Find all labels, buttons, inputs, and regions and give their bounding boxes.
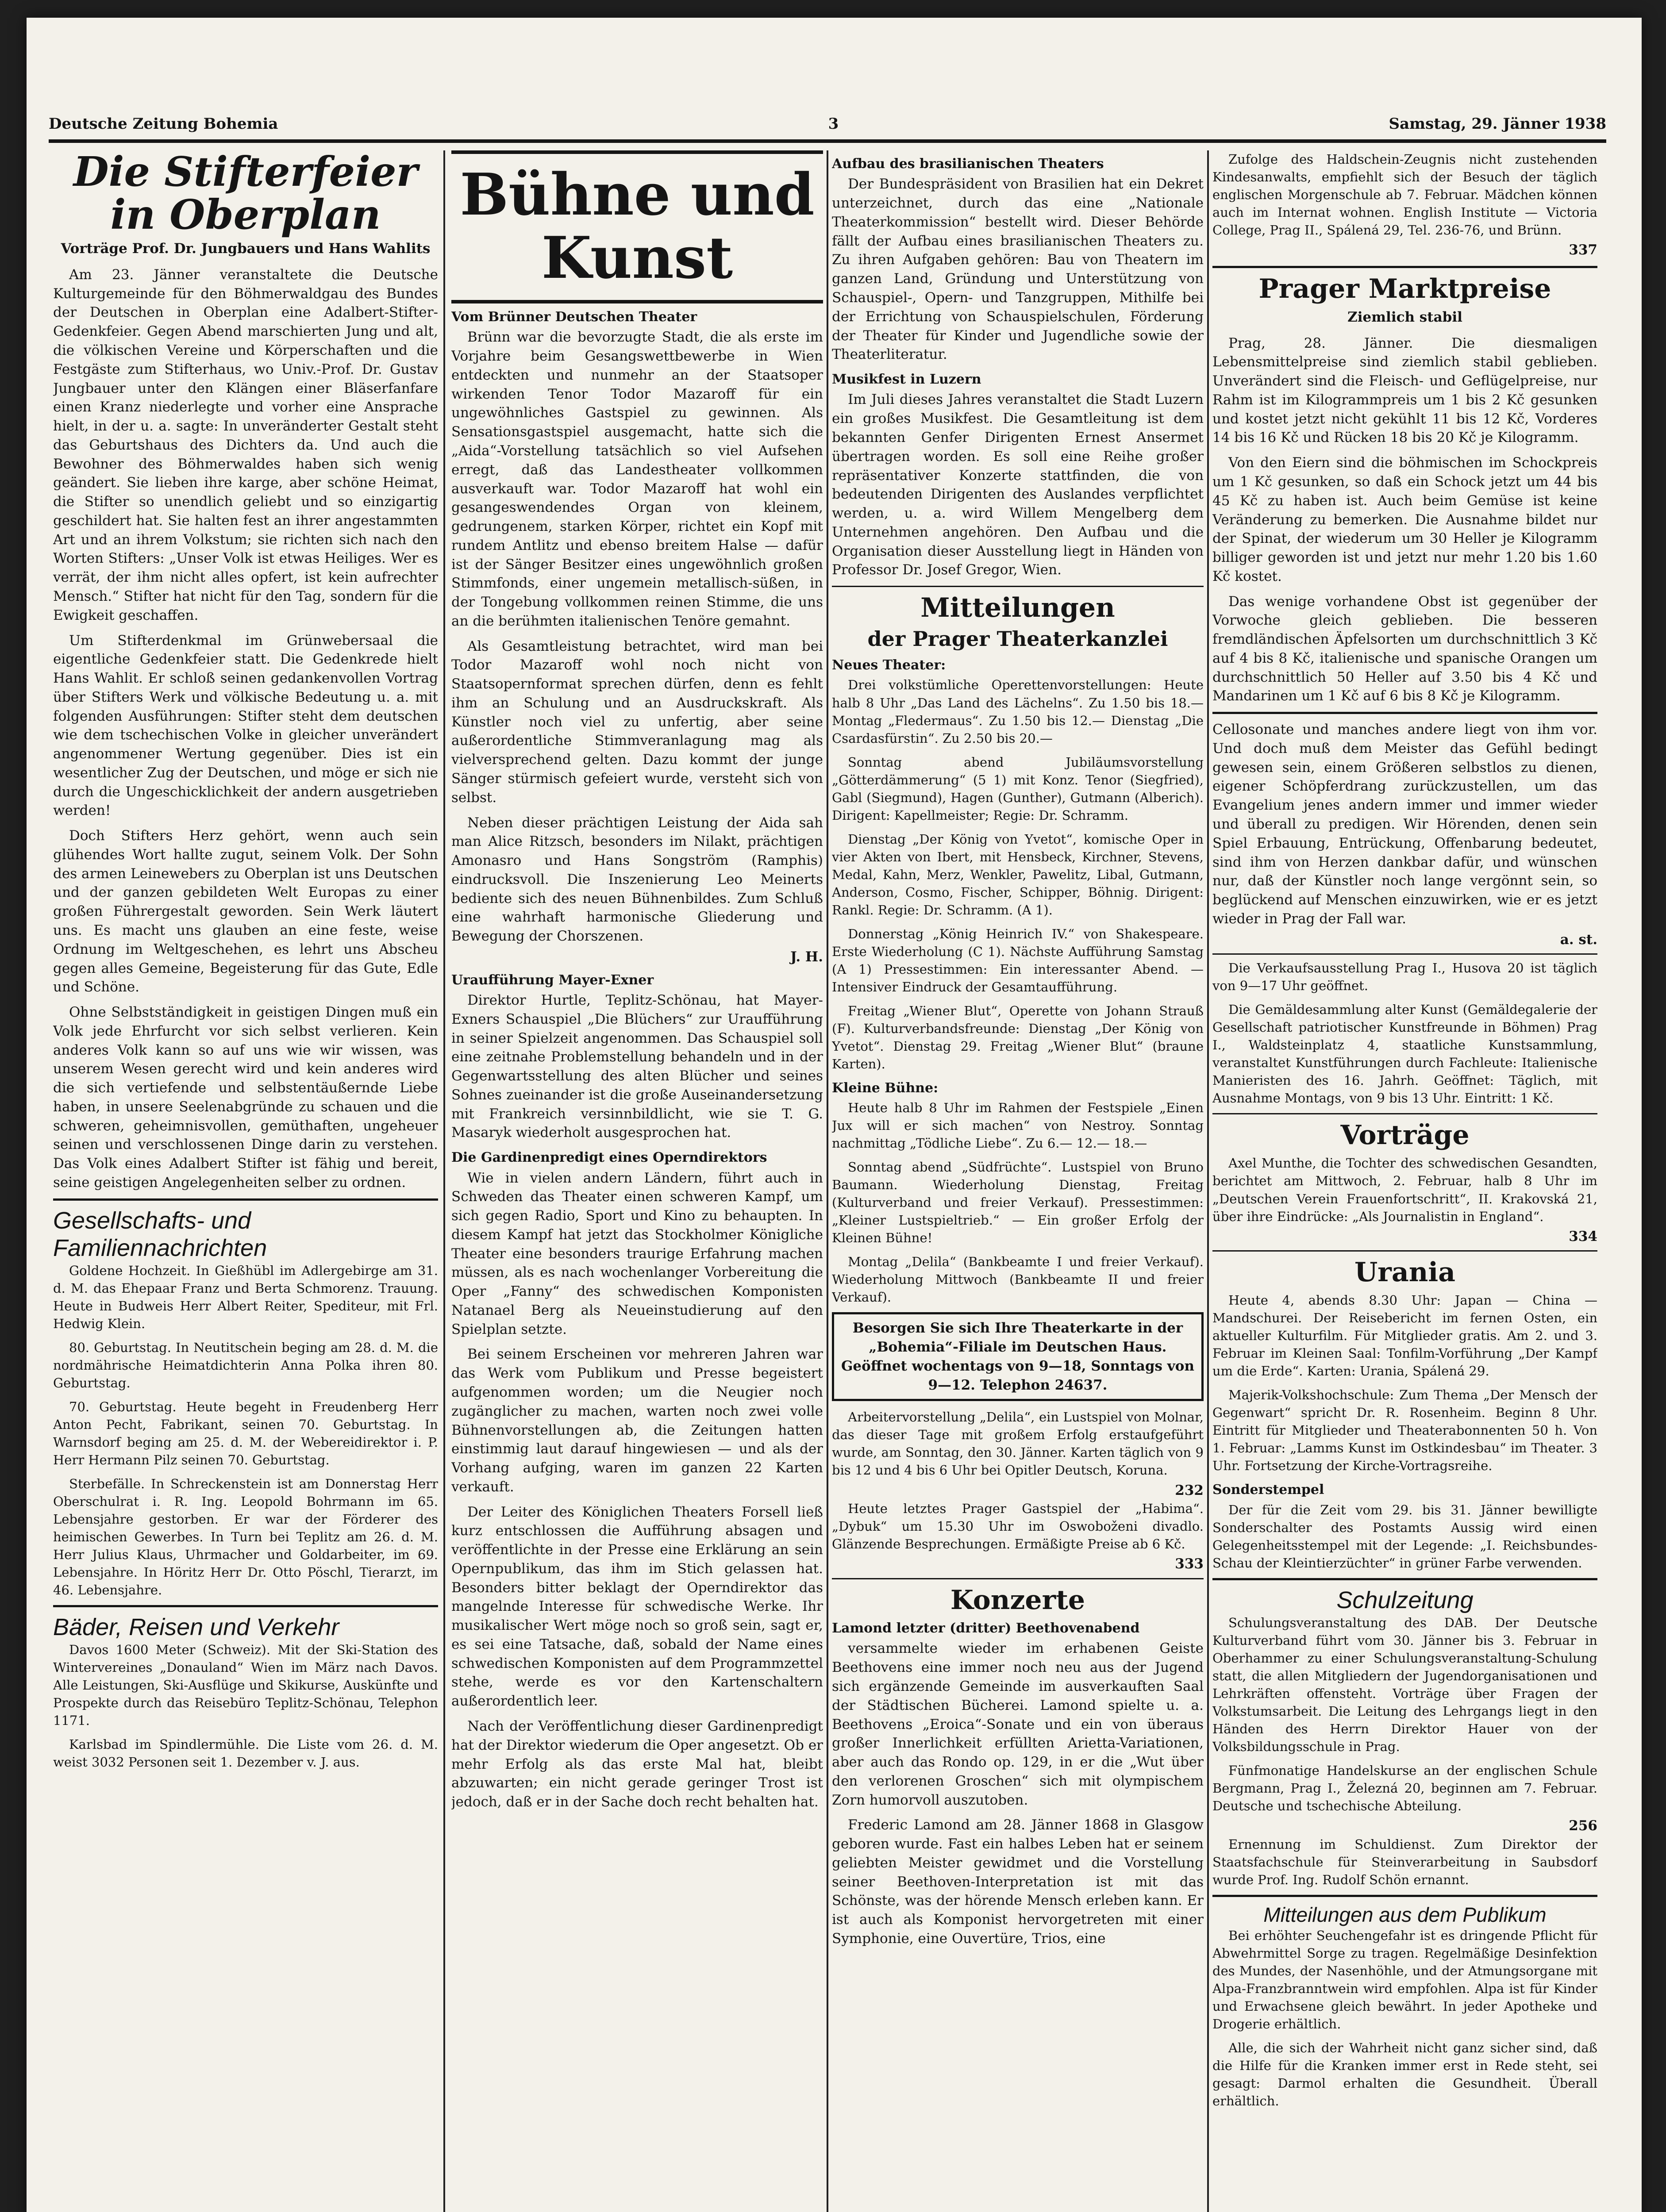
divider <box>1212 953 1597 955</box>
divider <box>1212 1250 1597 1252</box>
article-paragraph: Doch Stifters Herz gehört, wenn auch sein glühendes Wort hallte zugut, seinem Volk. Der Sohn des armen Leinewebers zu Oberplan ist uns Deutschen und der ganzen gebildeten Welt Europas zu einer großen Führergestalt geworden. Sein Werk läutert uns. Es macht uns glauben an eine feste, weise Ordnung im Weltgeschehen, es lehrt uns Abscheu gegen alles Gemeine, Begeisterung für das Gute, Edle und Schöne. <box>53 828 438 995</box>
notice-paragraph: Die Verkaufsausstellung Prag I., Husova 20 ist täglich von 9—17 Uhr geöffnet. <box>1212 960 1597 994</box>
notice-paragraph: Sonntag abend „Südfrüchte“. Lustspiel von Bruno Baumann. Wiederholung Dienstag, Freitag (Kulturverband und freier Verkauf). Pressestimmen: „Kleiner Lustspieltrieb.“ — Ein großer Erfolg der Kleinen Bühne! <box>832 1160 1204 1246</box>
article-paragraph: versammelte wieder im erhabenen Geiste Beethovens eine immer noch neu aus der Jugend sich ergänzende Gemeinde im ausverkauften Saal der Städtischen Bücherei. Lamond spielte u. a. Beethovens „Eroica“-Sonate und ein von überaus großer Innerlichkeit erfüllten Arietta-Variationen, aber auch das Rondo op. 129, in er die „Wut über den verlorenen Groschen“ sich mit olympischem Zorn humorvoll auszutoben. <box>832 1640 1204 1808</box>
section-title: Bäder, Reisen und Verkehr <box>53 1614 339 1641</box>
section-title: Konzerte <box>950 1585 1085 1616</box>
article-subhead: Aufbau des brasilianischen Theaters <box>832 156 1104 172</box>
article-paragraph: Nach der Veröffentlichung dieser Gardinenpredigt hat der Direktor wiederum die Oper angesetzt. Ob er mehr Erfolg als das erste Mal hat, bleibt abzuwarten; ein nicht gerade geringer Trost ist jedoch, daß er in der Sache doch recht behalten hat. <box>451 1718 823 1810</box>
notice-paragraph: Heute letztes Prager Gastspiel der „Habima“. „Dybuk“ um 15.30 Uhr im Oswoboženi divadlo. Glänzende Besprechungen. Ermäßigte Preise ab 6 Kč. <box>832 1501 1204 1552</box>
divider <box>1212 1113 1597 1114</box>
column-rule <box>827 150 828 2212</box>
column-rule <box>443 150 445 2212</box>
column-rule <box>1207 150 1209 2212</box>
article-subhead: Uraufführung Mayer-Exner <box>451 972 654 988</box>
page-number: 3 <box>828 115 839 133</box>
section-title: Prager Marktpreise <box>1258 273 1551 304</box>
notice-paragraph: 80. Geburtstag. In Neutitschein beging am 28. d. M. die nordmährische Heimatdichterin Anna Polka ihren 80. Geburtstag. <box>53 1340 438 1390</box>
notice-paragraph: Zufolge des Haldschein-Zeugnis nicht zustehenden Kindesanwalts, empfiehlt sich der Besuch der täglich englischen Morgenschule ab 7. Februar. Mädchen können auch im Internat wohnen. English Institute — Victoria College, Prag II., Spálená 29, Tel. 236-76, und Brünn. <box>1212 152 1597 238</box>
newspaper-page <box>27 18 1642 2212</box>
reference-number: 256 <box>1569 1818 1597 1834</box>
notice-paragraph: Sonntag abend Jubiläumsvorstellung „Götterdämmerung“ (5 1) mit Konz. Tenor (Siegfried), Gabl (Siegmund), Hagen (Gunther), Gutmann (Alberich). Dirigent: Kapellmeister; Regie: Dr. Schramm. <box>832 754 1204 823</box>
divider <box>1212 1895 1597 1897</box>
section-title <box>832 593 1204 652</box>
notice-paragraph: Die Gemäldesammlung alter Kunst (Gemäldegalerie der Gesellschaft patriotischer Kunstfreunde in Böhmen) Prag I., Waldsteinplatz 4, staatliche Kunstsammlung, veranstaltet Kunstführungen durch Fachleute: Italienische Manieristen des 16. Jahrh. Geöffnet: Täglich, mit Ausnahme Montags, von 9 bis 13 Uhr. Eintritt: 1 Kč. <box>1212 1002 1597 1106</box>
notice-paragraph: Davos 1600 Meter (Schweiz). Mit der Ski-Station des Wintervereines „Donauland“ Wien im März nach Davos. Alle Leistungen, Ski-Ausflüge und Skikurse, Auskünfte und Prospekte durch das Reisebüro Teplitz-Schönau, Telephon 1171. <box>53 1642 438 1728</box>
article-subhead: Neues Theater: <box>832 657 946 673</box>
section-title: Gesellschafts- und Familiennachrichten <box>53 1207 267 1261</box>
notice-paragraph: Drei volkstümliche Operettenvorstellungen: Heute halb 8 Uhr „Das Land des Lächelns“. Zu 1.50 bis 18.— Montag „Fledermaus“. Zu 1.50 bis 12.— Dienstag „Die Csardasfürstin“. Zu 2.50 bis 20.— <box>832 677 1204 746</box>
section-banner: Bühne und Kunst <box>451 150 823 303</box>
article-byline: Ziemlich stabil <box>1347 309 1462 325</box>
notice-paragraph: Dienstag „Der König von Yvetot“, komische Oper in vier Akten von Ibert, mit Hensbeck, Kirchner, Stevens, Medal, Kahn, Merz, Wenkler, Pawelitz, Libal, Gutmann, Anderson, Cosmo, Fischer, Schipper, Böhnig. Dirigent: Rankl. Regie: Dr. Schramm. (A 1). <box>832 831 1204 918</box>
notice-paragraph: Fünfmonatige Handelskurse an der englischen Schule Bergmann, Prag I., Železná 20, beginnen am 7. Februar. Deutsche und tschechische Abteilung. <box>1212 1763 1597 1814</box>
article-paragraph: Um Stifterdenkmal im Grünwebersaal die eigentliche Gedenkfeier statt. Die Gedenkrede hielt Hans Wahlit. Er schloß seinen gedankenvollen Vortrag über Stifters Werk und völkische Bedeutung u. a. mit folgenden Ausführungen: Stifter steht dem deutschen wie dem tschechischen Volke in gleicher unverändert angenommener Wertung gegenüber. Dies ist ein wesentlicher Zug der Deutschen, und möge er sich nie durch die Ungeschicklichkeit der andern ausgetrieben werden! <box>53 632 438 819</box>
notice-paragraph: Majerik-Volkshochschule: Zum Thema „Der Mensch der Gegenwart“ spricht Dr. R. Rosenheim. Beginn 8 Uhr. Eintritt für Mitglieder und Theaterabonnenten 50 h. Von 1. Februar: „Lamms Kunst im Ostkindesbau“ im Theater. 3 Uhr. Fortsetzung der Kirche-Vortragsreihe. <box>1212 1387 1597 1474</box>
section-title: Urania <box>1354 1257 1456 1288</box>
article-paragraph: Bei seinem Erscheinen vor mehreren Jahren war das Werk vom Publikum und Presse begeistert aufgenommen worden; um die Neugier noch zugänglicher zu machen, warten noch zwei volle Bühnenvorstellungen ab, die Zeitungen hatten einstimmig laut darauf hingewiesen — und als der Vorhang aufging, waren im ganzen 22 Karten verkauft. <box>451 1346 823 1495</box>
ticket-box: Besorgen Sie sich Ihre Theaterkarte in der „Bohemia“-Filiale im Deutschen Haus. Geöffnet wochentags von 9—18, Sonntags von 9—12. Telephon 24637. <box>832 1312 1204 1401</box>
article-paragraph: Frederic Lamond am 28. Jänner 1868 in Glasgow geboren wurde. Fast ein halbes Leben hat er seinem geliebten Meister gewidmet und die Vorstellung seiner Beethoven-Interpretation ist mit das Schönste, was der hörende Mensch erleben kann. Er ist auch als Komponist hervorgetreten mit einer Symphonie, eine Ouvertüre, Trios, eine <box>832 1817 1204 1947</box>
notice-paragraph: Heute halb 8 Uhr im Rahmen der Festspiele „Einen Jux will er sich machen“ von Nestroy. Sonntag nachmittag „Tödliche Liebe“. Zu 6.— 12.— 18.— <box>832 1100 1204 1151</box>
page-header <box>49 108 1606 143</box>
divider <box>53 1198 438 1201</box>
notice-paragraph: 70. Geburtstag. Heute begeht in Freudenberg Herr Anton Pecht, Fabrikant, seinen 70. Geburtstag. In Warnsdorf beging am 25. d. M. der Webereidirektor i. P. Herr Hermann Pilz seinen 70. Geburtstag. <box>53 1399 438 1468</box>
divider <box>53 1605 438 1607</box>
article-byline: Vorträge Prof. Dr. Jungbauers und Hans Wahlits <box>61 241 431 257</box>
article-paragraph: Als Gesamtleistung betrachtet, wird man bei Todor Mazaroff wohl noch nicht von Staatsopernformat sprechen dürfen, denn es fehlt ihm an Schulung und an Ausdruckskraft. Als Künstler noch viel zu unfertig, aber seine außerordentliche Stimmveranlagung mag als vielversprechend gelten. Dazu kommt der junge Sänger stürmisch gefeiert wurde, versteht sich von selbst. <box>451 638 823 806</box>
article-paragraph: Brünn war die bevorzugte Stadt, die als erste im Vorjahre beim Gesangswettbewerbe in Wien entdeckten und nunmehr an der Staatsoper wirkenden Tenor Todor Mazaroff für ein ungewöhnliches Gastspiel zu gewinnen. Als Sensationsgastspiel ausgemacht, hatte sich die „Aida“-Vorstellung tatsächlich so viel Aufsehen erregt, daß das Landestheater vollkommen ausverkauft war. Todor Mazaroff hat wohl ein gesangeswendendes Organ von kleinem, gedrungenem, starken Körper, richtet ein Kopf mit rundem Antlitz und ebenso breitem Halse — dafür ist der Sänger Besitzer eines ungewöhnlich großen Stimmfonds, einer ungemein metallisch-süßen, in der Tongebung vollkommen reinen Stimme, die uns an die berühmten italienischen Tenöre gemahnt. <box>451 329 823 629</box>
section-title: Mitteilungen aus dem Publikum <box>1263 1903 1547 1926</box>
article-paragraph: Am 23. Jänner veranstaltete die Deutsche Kulturgemeinde für den Böhmerwaldgau des Bundes der Deutschen in Oberplan eine Adalbert-Stifter-Gedenkfeier. Gegen Abend marschierten Jung und alt, die völkischen Vereine und Körperschaften und die Festgäste zum Stifterhaus, wo Univ.-Prof. Dr. Gustav Jungbauer unter den Klängen einer Bläserfanfare einen Kranz niederlegte und vorher eine Ansprache hielt, in der u. a. sagte: In unveränderter Gestalt steht das Geburtshaus des Dichters da. Und auch die Bewohner des Böhmerwaldes haben sich wenig geändert. Sie lieben ihre karge, aber schöne Heimat, die Stifter so unendlich geliebt und so einzigartig geschildert hat. Sie halten fest an ihrer angestammten Art und an ihrem Volkstum; sie richten sich nach den Worten Stifters: „Unser Volk ist etwas Heiliges. Wer es verrät, der ihm nicht alles opfert, ist kein aufrechter Mensch.“ Stifter hat nicht für den Tag, sondern für die Ewigkeit geschaffen. <box>53 266 438 623</box>
article-paragraph: Der Leiter des Königlichen Theaters Forsell ließ kurz entschlossen die Aufführung absagen und veröffentlichte in der Presse eine Erklärung an sein Opernpublikum, das ihm im Stich gelassen hat. Besonders bitter beklagt der Operndirektor das mangelnde Interesse für schwedische Werke. Ihr musikalischer Wert möge noch so groß sein, sagt er, es sei eine Tatsache, daß, sobald der Name eines schwedischen Komponisten auf dem Programmzettel stehe, werde es vor den Kartenschaltern außerordentlich leer. <box>451 1504 823 1709</box>
reference-number: 337 <box>1569 242 1597 258</box>
author-signature: a. st. <box>1560 931 1597 948</box>
article-paragraph: Neben dieser prächtigen Leistung der Aida sah man Alice Ritzsch, besonders im Nilakt, prächtigen Amonasro und Hans Songström (Ramphis) eindrucksvoll. Die Inszenierung Leo Meinerts bediente sich des neuen Bühnenbildes. Zum Schluß eine wahrhaft harmonische Gliederung und Bewegung der Chorszenen. <box>451 814 823 945</box>
reference-number: 334 <box>1569 1228 1597 1244</box>
notice-paragraph: Donnerstag „König Heinrich IV.“ von Shakespeare. Erste Wiederholung (C 1). Nächste Aufführung Samstag (A 1) Pressestimmen: Ein interessanter Abend. — Intensiver Eindruck der Gesamtaufführung. <box>832 926 1204 995</box>
article-paragraph: Von den Eiern sind die böhmischen im Schockpreis um 1 Kč gesunken, so daß ein Schock jetzt um 44 bis 45 Kč zu haben ist. Auch beim Gemüse ist keine Veränderung zu bemerken. Die Ausnahme bildet nur der Spinat, der wiederum um 30 Heller je Kilogramm billiger geworden ist und jetzt nur mehr 1.20 bis 1.60 Kč kostet. <box>1212 455 1597 584</box>
notice-paragraph: Schulungsveranstaltung des DAB. Der Deutsche Kulturverband führt vom 30. Jänner bis 3. Februar in Oberhammer zu einer Schulungsveranstaltung-Schulung statt, die allen Mitgliedern der Jugendorganisationen und Lehrkräften offensteht. Vorträge über Fragen der Volkstumsarbeit. Die Leitung des Lehrgangs liegt in den Händen des Herrn Direktor Hauer von der Volksbildungsschule in Prag. <box>1212 1615 1597 1755</box>
article-paragraph: Ohne Selbstständigkeit in geistigen Dingen muß ein Volk jede Ehrfurcht vor sich selbst verlieren. Kein anderes Volk kann so auf uns wie wir wissen, was unserem Wesen gerecht wird und kein anderes wird die sich vertiefende und selbstentäußernde Liebe haben, in unsere Seelenabgründe zu schauen und die schweren, geheimnisvollen, gemüthaften, ungeheuer seinen und verschlossenen Dinge darin zu verstehen. Das Volk eines Adalbert Stifter ist fähig und bereit, seine geistigen Angelegenheiten selber zu ordnen. <box>53 1004 438 1190</box>
notice-paragraph: Bei erhöhter Seuchengefahr ist es dringende Pflicht für Abwehrmittel Sorge zu tragen. Regelmäßige Desinfektion des Mundes, der Nasenhöhle, und der Atmungsorgane mit Alpa-Franzbranntwein wird empfohlen. Alpa ist für Kinder und Erwachsene gleich bewährt. In jeder Apotheke und Drogerie erhältlich. <box>1212 1928 1597 2032</box>
column-3 <box>832 150 1204 2212</box>
article-paragraph: Wie in vielen andern Ländern, führt auch in Schweden das Theater einen schweren Kampf, um sich gegen Radio, Sport und Kino zu behaupten. In diesem Kampf hat jetzt das Stockholmer Königliche Theater eine besonders traurige Erfahrung machen müssen, als es nach wochenlanger Vorbereitung die Oper „Fanny“ des schwedischen Komponisten Natanael Berg als Neueinstudierung auf den Spielplan setzte. <box>451 1170 823 1337</box>
article-title <box>53 150 438 236</box>
article-paragraph: Der Bundespräsident von Brasilien hat ein Dekret unterzeichnet, durch das eine „Nationale Theaterkommission“ bestellt wird. Dieser Behörde fällt der Aufbau eines brasilianischen Theaters zu. Zu ihren Aufgaben gehören: Bau von Theatern im ganzen Land, Gründung und Unterstützung von Schauspiel-, Opern- und Tanzgruppen, Mithilfe bei der Errichtung von Schauspielschulen, Förderung der Theater für Kinder und Jugendliche sowie der Theaterliteratur. <box>832 176 1204 363</box>
title-line: Mitteilungen <box>920 592 1115 624</box>
article-subhead: Sonderstempel <box>1212 1482 1324 1498</box>
section-title: Schulzeitung <box>1336 1586 1474 1613</box>
divider <box>1212 266 1597 268</box>
reference-number: 232 <box>1175 1482 1204 1498</box>
notice-paragraph: Goldene Hochzeit. In Gießhübl im Adlergebirge am 31. d. M. das Ehepaar Franz und Berta Schmorenz. Trauung. Heute in Budweis Herr Albert Reiter, Spediteur, mit Frl. Hedwig Klein. <box>53 1263 438 1331</box>
notice-paragraph: Ernennung im Schuldienst. Zum Direktor der Staatsfachschule für Steinverarbeitung in Saubsdorf wurde Prof. Ing. Rudolf Schön ernannt. <box>1212 1836 1597 1887</box>
notice-paragraph: Sterbefälle. In Schreckenstein ist am Donnerstag Herr Oberschulrat i. R. Ing. Leopold Bohrmann im 65. Lebensjahre gestorben. Er war der Förderer des heimischen Gewerbes. In Turn bei Teplitz am 26. d. M. Herr Julius Klaus, Uhrmacher und Goldarbeiter, im 69. Lebensjahre. In Höritz Herr Dr. Otto Pöschl, Tierarzt, im 46. Lebensjahre. <box>53 1476 438 1598</box>
notice-paragraph: Axel Munthe, die Tochter des schwedischen Gesandten, berichtet am Mittwoch, 2. Februar, halb 8 Uhr im „Deutschen Verein Frauenfortschritt“, II. Krakovská 21, über ihre Eindrücke: „Als Journalistin in England“. <box>1212 1156 1597 1224</box>
section-title: Vorträge <box>1340 1120 1470 1151</box>
column-2 <box>451 150 823 2212</box>
title-line: in Oberplan <box>110 190 381 238</box>
reference-number: 333 <box>1175 1556 1204 1572</box>
notice-paragraph: Der für die Zeit vom 29. bis 31. Jänner bewilligte Sonderschalter des Postamts Aussig wird einen Gelegenheitsstempel mit der Legende: „I. Reichsbundes-Schau der Kleintierzüchter“ in grüner Farbe verwenden. <box>1212 1502 1597 1571</box>
article-subhead: Musikfest in Luzern <box>832 372 981 388</box>
notice-paragraph: Heute 4, abends 8.30 Uhr: Japan — China — Mandschurei. Der Reisebericht im fernen Osten, ein aktueller Kulturfilm. Für Mitglieder gratis. Am 2. und 3. Februar im Kleinen Saal: Tonfilm-Vorführung „Der Kampf um die Erde“. Karten: Urania, Spálená 29. <box>1212 1293 1597 1379</box>
column-1 <box>53 150 438 2212</box>
divider <box>832 1578 1204 1579</box>
notice-paragraph: Karlsbad im Spindlermühle. Die Liste vom 26. d. M. weist 3032 Personen seit 1. Dezember v. J. aus. <box>53 1737 438 1770</box>
notice-paragraph: Montag „Delila“ (Bankbeamte I und freier Verkauf). Wiederholung Mittwoch (Bankbeamte II und freier Verkauf). <box>832 1254 1204 1305</box>
title-line: Die Stifterfeier <box>73 150 418 196</box>
article-subhead: Vom Brünner Deutschen Theater <box>451 309 697 325</box>
article-subhead: Die Gardinenpredigt eines Operndirektors <box>451 1150 767 1166</box>
article-paragraph: Im Juli dieses Jahres veranstaltet die Stadt Luzern ein großes Musikfest. Die Gesamtleitung ist dem bekannten Genfer Dirigenten Ernest Ansermet übertragen worden. Es soll eine Reihe großer repräsentativer Konzerte stattfinden, die von bedeutenden Dirigenten des Auslandes verpflichtet werden, u. a. wird Willem Mengelberg dem Unternehmen angehören. Den Aufbau und die Organisation dieser Ausstellung liegt in Händen von Professor Dr. Josef Gregor, Wien. <box>832 392 1204 578</box>
author-signature: J. H. <box>790 949 823 965</box>
notice-paragraph: Arbeitervorstellung „Delila“, ein Lustspiel von Molnar, das dieser Tage mit großem Erfolg erstaufgeführt wurde, am Sonntag, den 30. Jänner. Karten täglich von 9 bis 12 und 4 bis 6 Uhr bei Opitler Deutsch, Koruna. <box>832 1409 1204 1478</box>
divider <box>1212 712 1597 714</box>
divider <box>1212 1578 1597 1580</box>
article-paragraph: Prag, 28. Jänner. Die diesmaligen Lebensmittelpreise sind ziemlich stabil geblieben. Unverändert sind die Fleisch- und Geflügelpreise, nur Rahm ist im Kilogrammpreis um 1 bis 2 Kč gesunken und kostet jetzt nicht gekühlt 11 bis 12 Kč, Vorderes 14 bis 16 Kč und Rücken 18 bis 20 Kč je Kilogramm. <box>1212 335 1597 446</box>
divider <box>832 586 1204 587</box>
notice-paragraph: Alle, die sich der Wahrheit nicht ganz sicher sind, daß die Hilfe für die Kranken immer erst in Rede steht, sei gesagt: Darmol erhalten die Gesundheit. Überall erhältlich. <box>1212 2040 1597 2109</box>
article-paragraph: Cellosonate und manches andere liegt von ihm vor. Und doch muß dem Meister das Gefühl bedingt gewesen sein, einem Größeren selbstlos zu dienen, eigener Schöpferdrang zurückzustellen, um das Evangelium jenes andern immer und immer wieder und überall zu predigen. Wir Hörenden, denen sein Spiel Erbauung, Entrückung, Offenbarung bedeutet, sind ihm von Herzen dankbar dafür, und wünschen nur, daß der Künstler noch lange vergönnt sein, so beglückend auf Menschen einzuwirken, wie er es jetzt wieder in Prag der Fall war. <box>1212 722 1597 927</box>
article-subhead: Kleine Bühne: <box>832 1080 939 1096</box>
notice-paragraph: Freitag „Wiener Blut“, Operette von Johann Strauß (F). Kulturverbandsfreunde: Dienstag „Der König von Yvetot“. Dienstag 29. Freitag „Wiener Blut“ (braune Karten). <box>832 1003 1204 1071</box>
issue-date: Samstag, 29. Jänner 1938 <box>1389 115 1606 133</box>
article-paragraph: Das wenige vorhandene Obst ist gegenüber der Vorwoche gleich geblieben. Die besseren fremdländischen Äpfelsorten um durchschnittlich 3 Kč auf 4 bis 8 Kč, italienische und spanische Orangen um durchschnittlich 50 Heller auf 3.50 bis 4 Kč und Mandarinen um 1 Kč auf 6 bis 8 Kč je Kilogramm. <box>1212 593 1597 704</box>
title-line: der Prager Theaterkanzlei <box>867 627 1168 651</box>
masthead-left: Deutsche Zeitung Bohemia <box>49 115 278 133</box>
article-paragraph: Direktor Hurtle, Teplitz-Schönau, hat Mayer-Exners Schauspiel „Die Blüchers“ zur Uraufführung in seiner Spielzeit angenommen. Das Schauspiel soll eine zeitnahe Problemstellung behandeln und in der Gegenwartsstellung des alten Blücher und seines Sohnes zueinander ist die große Auseinandersetzung mit Frankreich versinnbildlicht, wie sie T. G. Masaryk wiederholt ausgesprochen hat. <box>451 992 823 1141</box>
column-4 <box>1212 150 1597 2212</box>
article-subhead: Lamond letzter (dritter) Beethovenabend <box>832 1621 1140 1636</box>
